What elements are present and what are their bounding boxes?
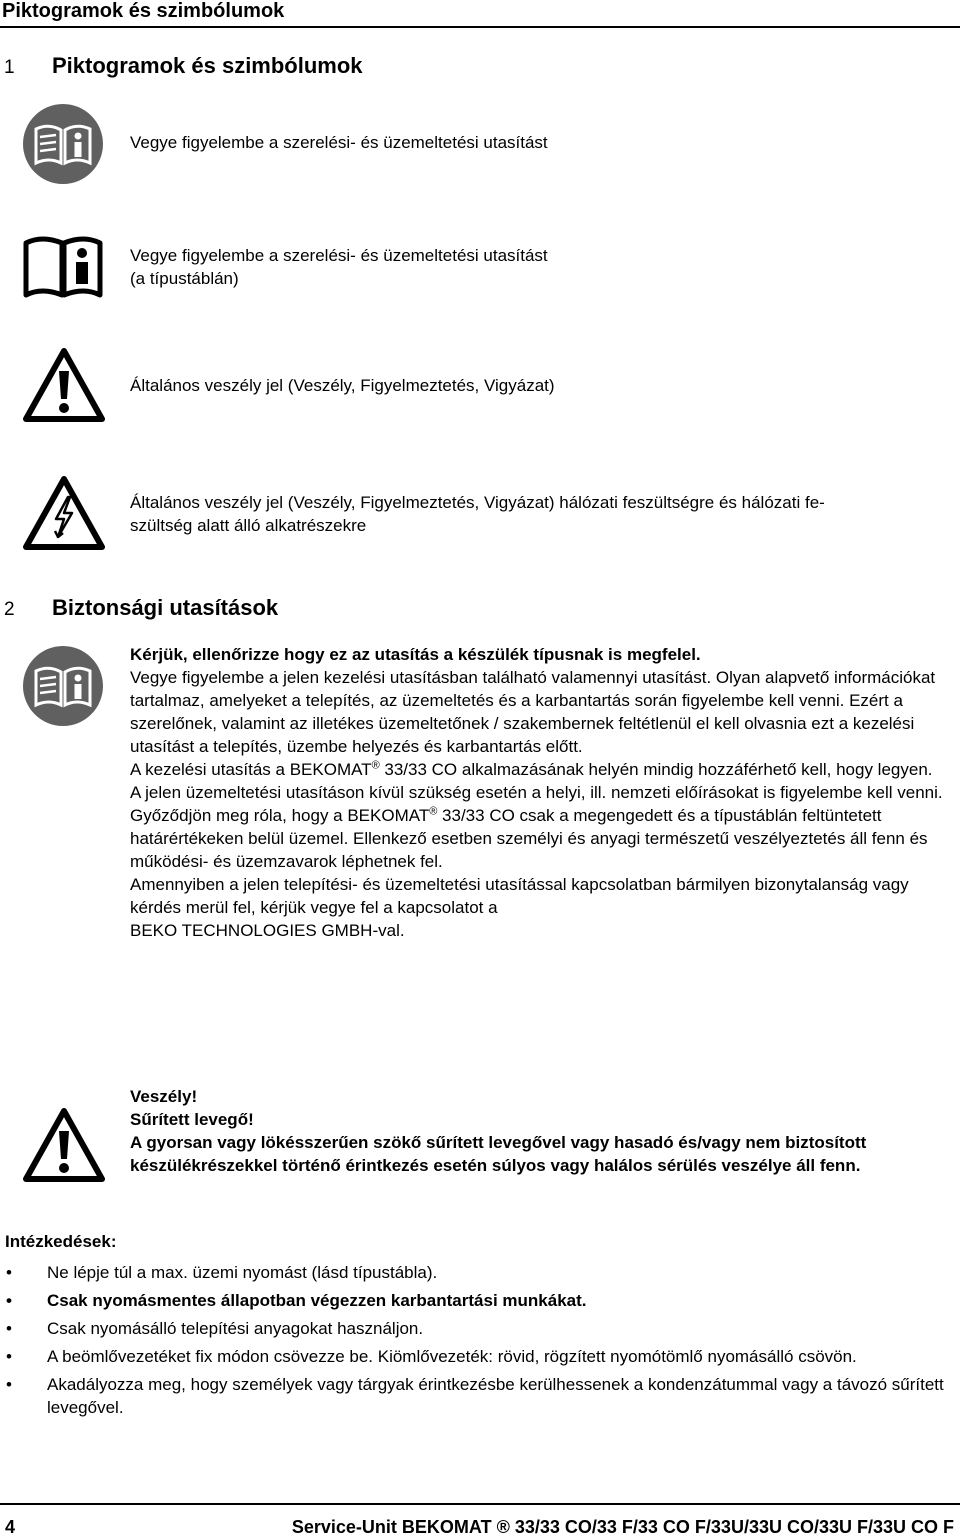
p4-part-b: 33/33 CO csak a megengedett és a típustáblán feltüntetett határértékeken belül üzemel. Ellenkező esetben személyi és anyagi természetű veszélyeztetés áll fenn és működési- és üzemzavarok léphetnek fel. [130,806,928,871]
section-2-title: Biztonsági utasítások [52,595,279,620]
item-general-danger-text: Általános veszély jel (Veszély, Figyelmeztetés, Vigyázat) [130,376,555,395]
read-manual-icon [22,103,104,190]
measure-item [0,1373,945,1419]
section-2-paragraph-2 [130,758,952,781]
bullet: • [6,1319,12,1338]
danger-subtitle: Sűrített levegő! [130,1110,254,1129]
running-header: Piktogramok és szimbólumok [2,0,285,22]
item-manual-info-line2: (a típustáblán) [130,269,239,288]
read-manual-icon-2 [22,645,104,732]
bullet: • [6,1263,12,1282]
danger-title: Veszély! [130,1087,198,1106]
section-1-heading [4,53,904,81]
section-2-intro: Kérjük, ellenőrizze hogy ez az utasítás a készülék típusnak is megfelel. [130,645,701,664]
section-1-number: 1 [4,57,15,78]
measure-item [0,1345,945,1368]
bullet: • [6,1291,12,1310]
measure-item [0,1317,945,1340]
measures-label: Intézkedések: [5,1232,117,1251]
item-high-voltage-text [130,491,940,537]
page-number: 4 [5,1517,16,1537]
manual-info-book-icon [22,233,104,304]
p2-part-b: 33/33 CO alkalmazásának helyén mindig hozzáférhető kell, hogy legyen. [379,760,933,779]
section-2-paragraph-5 [130,873,952,942]
item-high-voltage-line2: szültség alatt álló alkatrészekre [130,516,367,535]
bullet: • [6,1347,12,1366]
measure-text: Ne lépje túl a max. üzemi nyomást (lásd típustábla). [47,1263,438,1282]
danger-text: A gyorsan vagy lökésszerűen szökő sűrített levegővel vagy hasadó és/vagy nem biztosított készülékrészekkel történő érintkezés esetén súlyos vagy halálos sérülés veszélye áll fenn. [130,1133,867,1175]
p5-text: Amennyiben a jelen telepítési- és üzemeltetési utasítással kapcsolatban bármilyen bizonytalanság vagy kérdés merül fel, kérjük vegye fel a kapcsolatot a [130,875,909,917]
section-2-paragraph-4 [130,804,952,873]
p2-part-a: A kezelési utasítás a BEKOMAT [130,760,372,779]
compressed-air-danger-icon [22,1107,106,1188]
bullet: • [6,1375,12,1394]
registered-mark: ® [371,759,380,772]
measures-list [0,1261,945,1424]
measure-item [0,1289,945,1312]
measure-text: Akadályozza meg, hogy személyek vagy tárgyak érintkezésbe kerülhessenek a kondenzátummal vagy a távozó sűrített levegővel. [47,1375,944,1417]
registered-mark-2: ® [429,805,438,818]
danger-box [130,1085,956,1177]
section-1-title: Piktogramok és szimbólumok [52,53,363,78]
footer-product-title: Service-Unit BEKOMAT ® 33/33 CO/33 F/33 CO F/33U/33U CO/33U F/33U CO F [291,1517,954,1537]
section-2-number: 2 [4,599,15,620]
item-high-voltage-line1: Általános veszély jel (Veszély, Figyelmeztetés, Vigyázat) hálózati feszültségre és hálózati fe- [130,493,825,512]
high-voltage-icon [22,475,106,556]
section-2-paragraph-3: A jelen üzemeltetési utasításon kívül szükség esetén a helyi, ill. nemzeti előírásokat is figyelembe kell venni. [130,783,943,802]
measure-item [0,1261,945,1284]
header-rule [0,26,960,28]
item-read-manual-text: Vegye figyelembe a szerelési- és üzemeltetési utasítást [130,133,548,152]
section-2-body [130,643,952,942]
item-manual-info-text [130,244,930,290]
general-danger-icon [22,347,106,428]
footer-rule [0,1503,960,1505]
p5-company: BEKO TECHNOLOGIES GMBH-val. [130,921,405,940]
measure-text: A beömlővezetéket fix módon csövezze be. Kiömlővezeték: rövid, rögzített nyomótömlő nyomásálló csövön. [47,1347,857,1366]
measure-text: Csak nyomásálló telepítési anyagokat használjon. [47,1319,424,1338]
section-2-heading [4,595,904,623]
item-manual-info-line1: Vegye figyelembe a szerelési- és üzemeltetési utasítást [130,246,548,265]
p4-part-a: Győződjön meg róla, hogy a BEKOMAT [130,806,430,825]
section-2-paragraph-1: Vegye figyelembe a jelen kezelési utasításban található valamennyi utasítást. Olyan alapvető információkat tartalmaz, amelyeket a telepítés, az üzemeltetés és a karbantartás során figyelembe kell venni. Ezért a szerelőnek, valamint az illetékes üzemeltetőnek / szakembernek feltétlenül el kell olvasnia ezt a kezelési utasítást a telepítés, üzembe helyezés és karbantartás előtt. [130,668,936,756]
measure-text: Csak nyomásmentes állapotban végezzen karbantartási munkákat. [47,1291,587,1310]
